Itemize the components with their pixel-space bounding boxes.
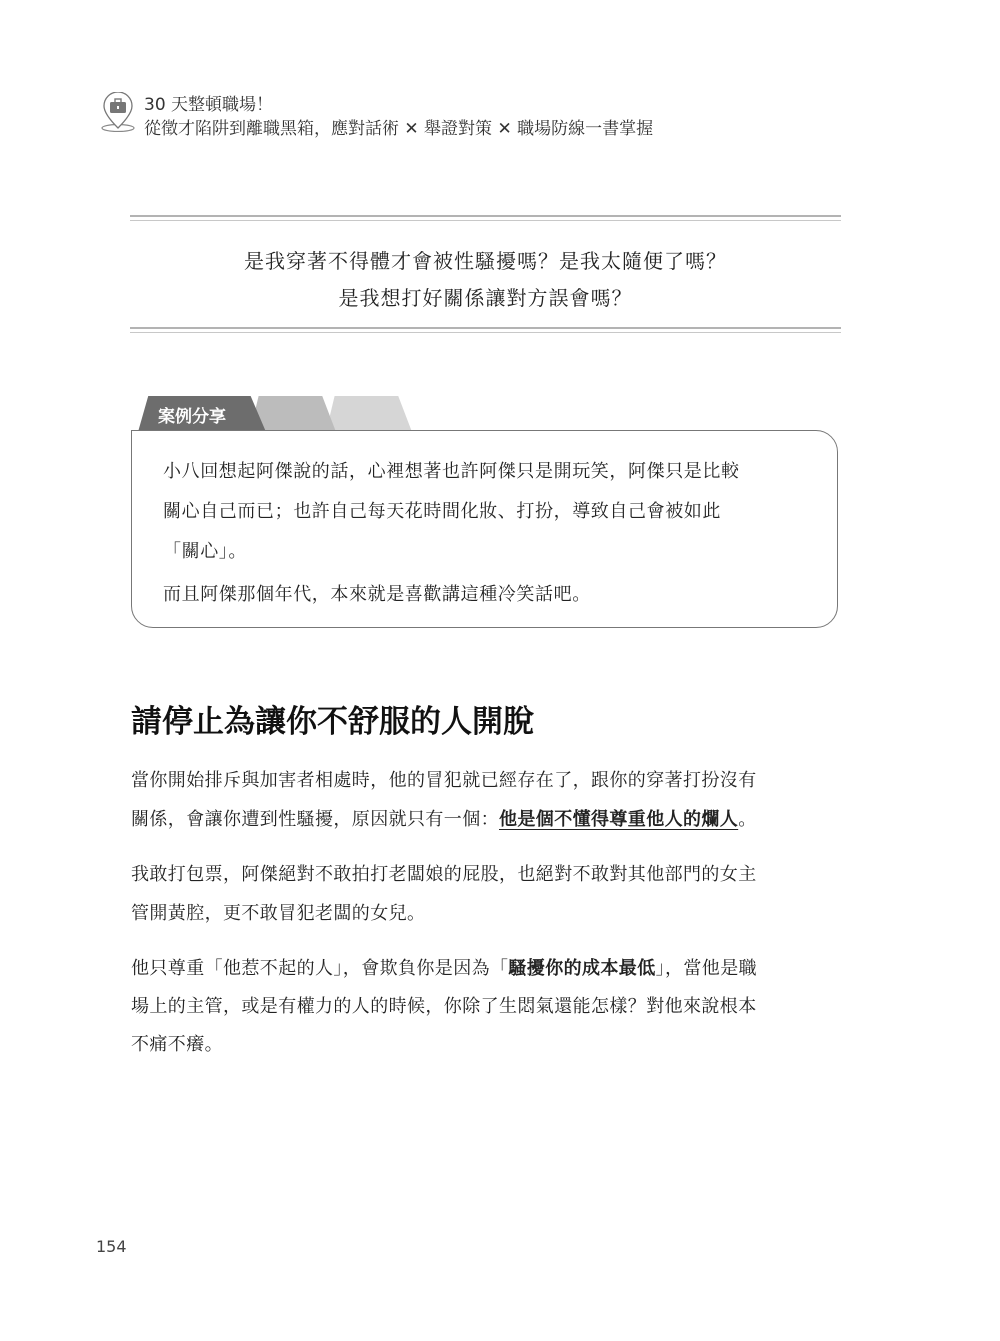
paragraph-1-end: 。 [738, 809, 757, 830]
case-share-label: 案例分享 [158, 407, 226, 427]
case-line-4: 而且阿傑那個年代，本來就是喜歡講這種冷笑話吧。 [163, 584, 591, 605]
page-number: 154 [96, 1237, 127, 1256]
paragraph-3-line-2: 場上的主管，或是有權力的人的時候，你除了生悶氣還能怎樣？對他來說根本 [131, 996, 757, 1017]
paragraph-2-line-2: 管開黃腔，更不敢冒犯老闆的女兒。 [131, 903, 426, 924]
book-title: 30 天整頓職場！ [144, 95, 274, 115]
case-line-2: 關心自己而已；也許自己每天花時間化妝、打扮，導致自己會被如此 [163, 501, 721, 522]
tab-decoration-2 [326, 396, 412, 432]
emphasis-underlined: 他是個不懂得尊重他人的爛人 [499, 809, 739, 830]
running-header [100, 90, 740, 138]
paragraph-3-text-b: 」，當他是職 [655, 958, 758, 979]
paragraph-1-line-1: 當你開始排斥與加害者相處時，他的冒犯就已經存在了，跟你的穿著打扮沒有 [131, 770, 757, 791]
paragraph-3-line-3: 不痛不癢。 [131, 1034, 223, 1055]
question-line-2: 是我想打好關係讓對方誤會嗎？ [338, 286, 633, 310]
book-subtitle: 從徵才陷阱到離職黑箱，應對話術 ✕ 舉證對策 ✕ 職場防線一書掌握 [144, 119, 654, 139]
top-rule-thin [130, 220, 841, 221]
paragraph-3-text-a: 他只尊重「他惹不起的人」，會欺負你是因為「 [131, 958, 509, 979]
emphasis-bold: 騷擾你的成本最低 [508, 958, 656, 979]
paragraph-2-line-1: 我敢打包票，阿傑絕對不敢拍打老闆娘的屁股，也絕對不敢對其他部門的女主 [131, 864, 757, 885]
paragraph-1-text: 關係，會讓你遭到性騷擾，原因就只有一個： [131, 809, 499, 830]
top-rule [130, 215, 841, 217]
bottom-rule-thin [130, 332, 841, 333]
question-line-1: 是我穿著不得體才會被性騷擾嗎？是我太隨便了嗎？ [244, 249, 727, 273]
paragraph-3-line-1 [131, 954, 757, 980]
paragraph-1-line-2 [131, 805, 757, 831]
briefcase-pin-icon [100, 92, 136, 132]
case-line-3: 「關心」。 [163, 541, 247, 562]
bottom-rule [130, 327, 841, 329]
section-heading: 請停止為讓你不舒服的人開脫 [131, 704, 534, 740]
case-line-1: 小八回想起阿傑說的話，心裡想著也許阿傑只是開玩笑，阿傑只是比較 [163, 461, 740, 482]
